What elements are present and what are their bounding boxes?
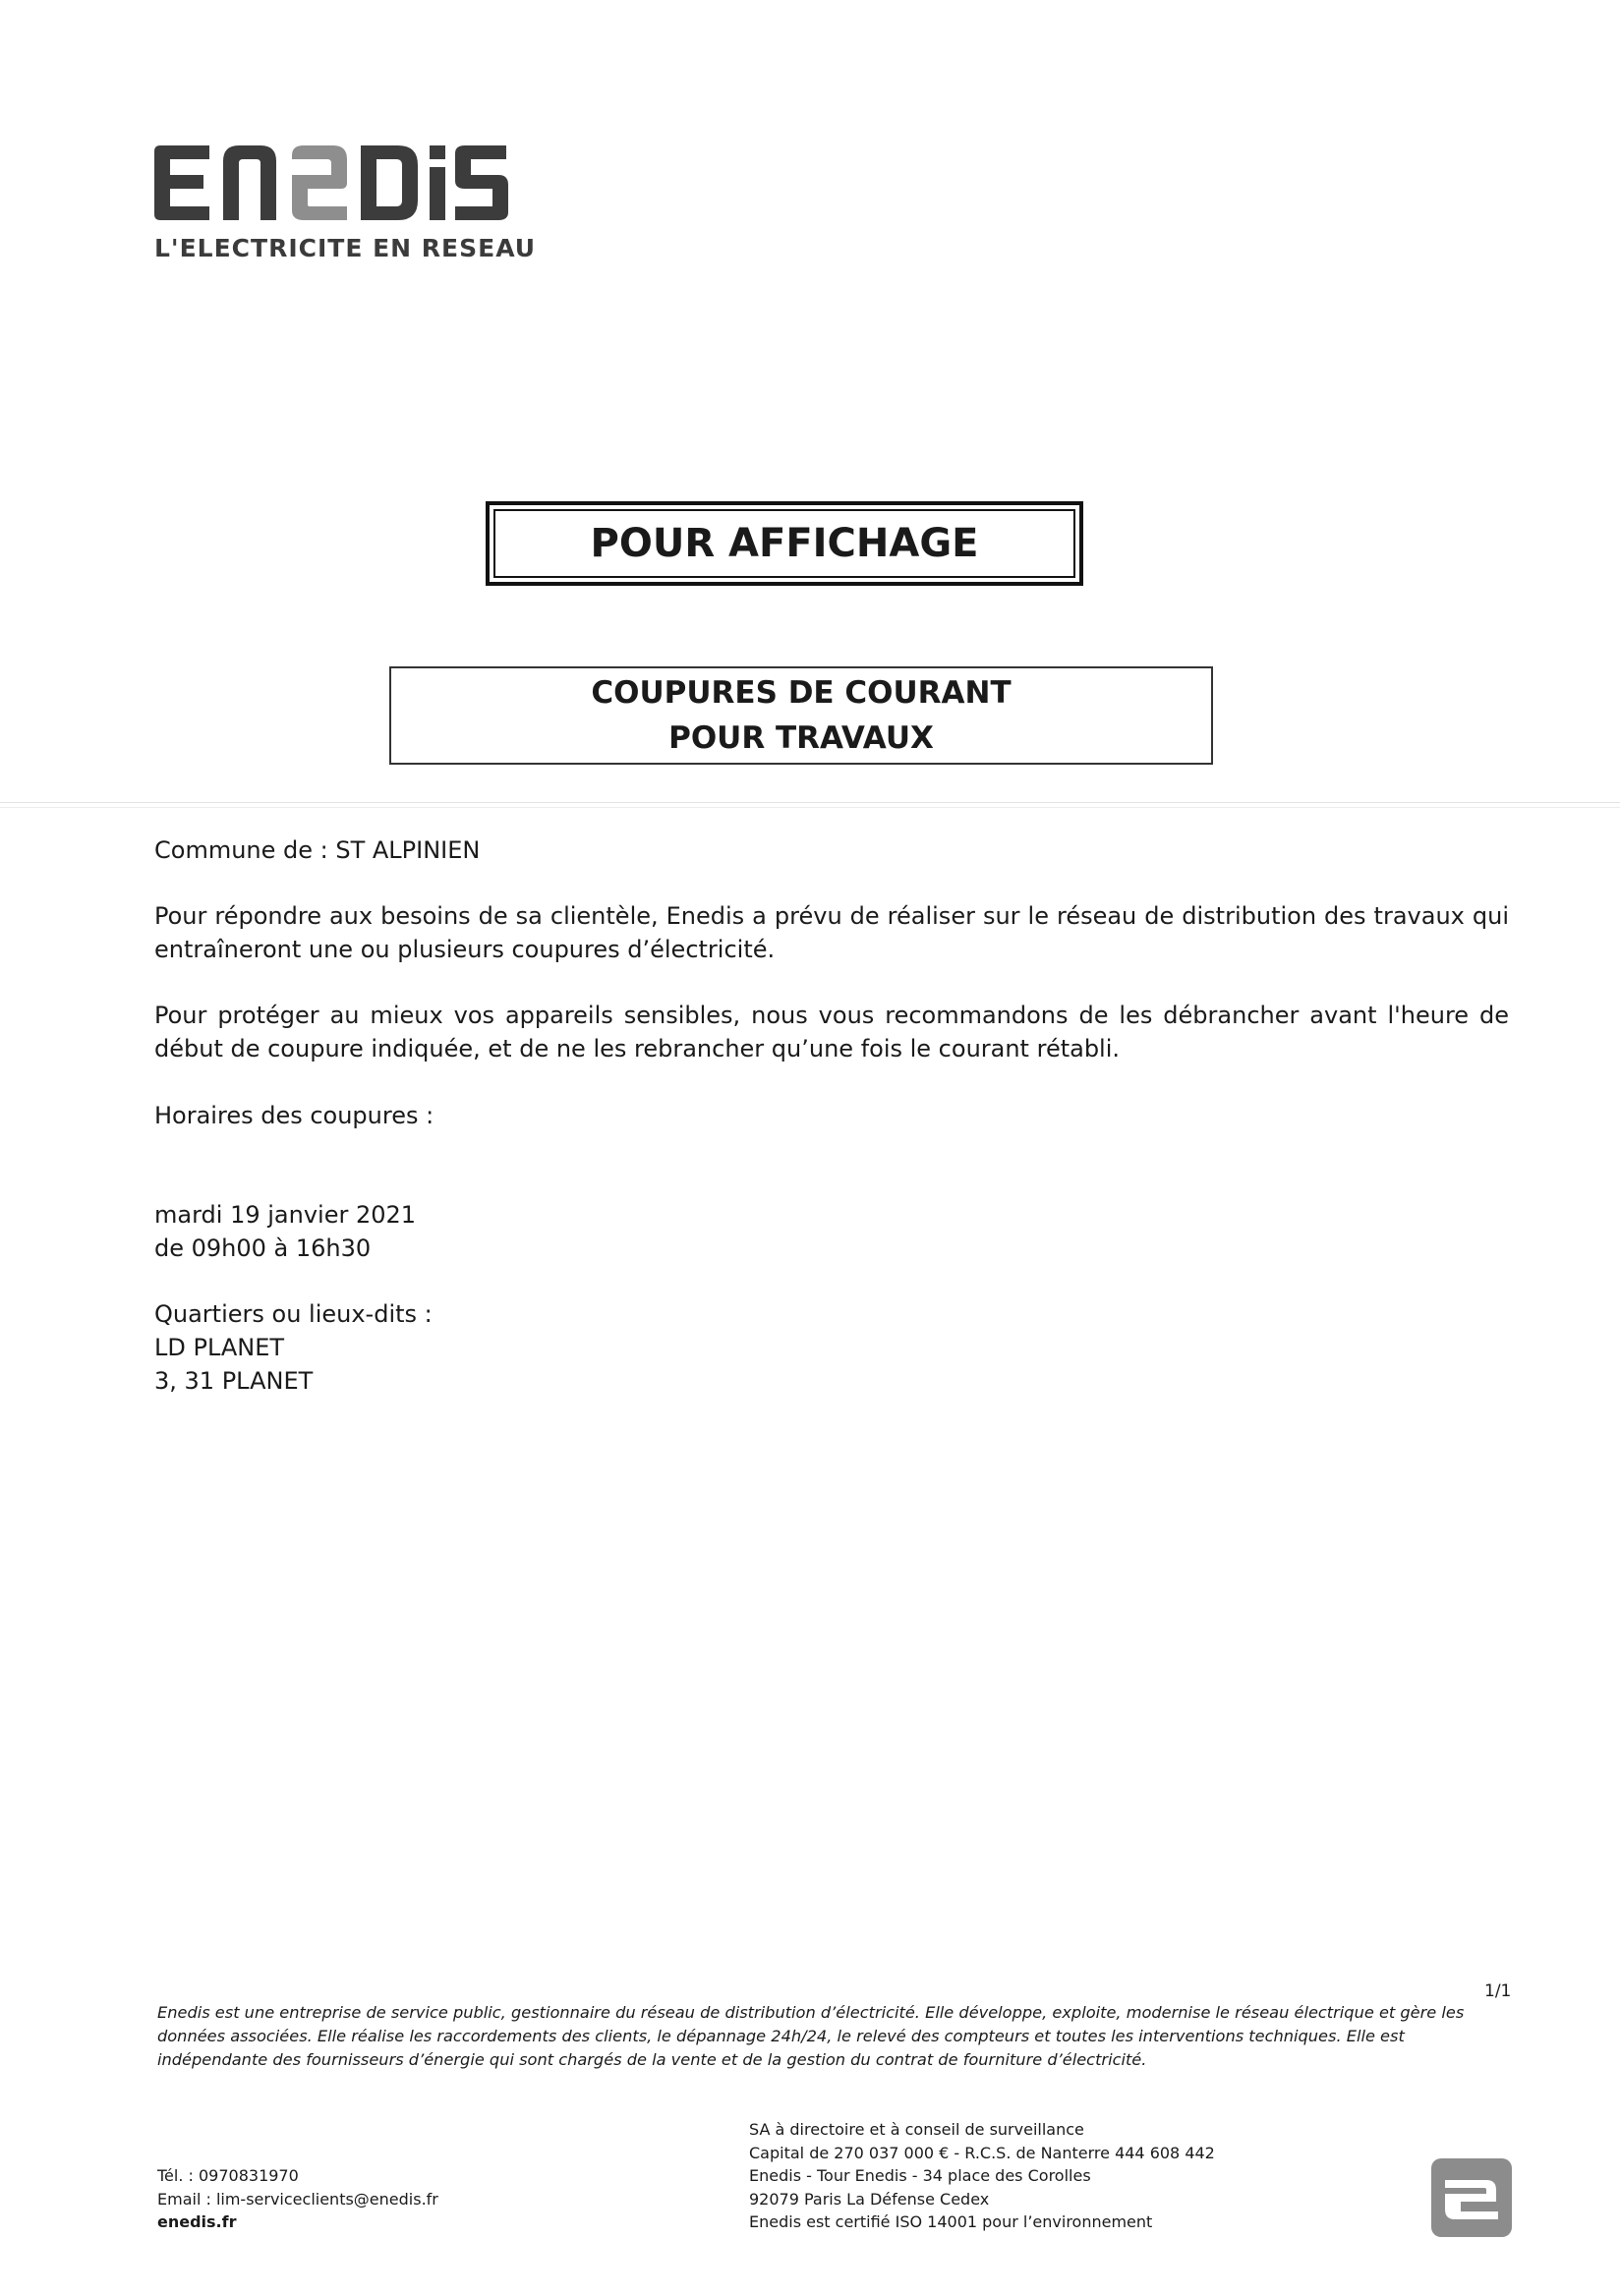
contact-info — [157, 2164, 438, 2234]
banner-title: POUR AFFICHAGE — [493, 509, 1075, 578]
legal-line-5: Enedis est certifié ISO 14001 pour l’environnement — [749, 2212, 1153, 2231]
notice-line-1: COUPURES DE COURANT — [591, 675, 1012, 711]
place-item-1: LD PLANET — [154, 1334, 285, 1361]
enedis-logo — [154, 145, 508, 226]
banner-box — [486, 501, 1083, 586]
legal-line-4: 92079 Paris La Défense Cedex — [749, 2189, 990, 2209]
legal-line-3: Enedis - Tour Enedis - 34 place des Corolles — [749, 2166, 1091, 2185]
commune-line: Commune de : ST ALPINIEN — [154, 836, 481, 864]
outage-date: mardi 19 janvier 2021 — [154, 1201, 417, 1229]
enedis-logo-icon — [154, 145, 508, 226]
place-item-2: 3, 31 PLANET — [154, 1367, 314, 1395]
website-link[interactable]: enedis.fr — [157, 2212, 237, 2231]
contact-email[interactable]: Email : lim-serviceclients@enedis.fr — [157, 2189, 438, 2209]
footer-disclaimer: Enedis est une entreprise de service public, gestionnaire du réseau de distribution d’électricité. Elle développe, exploite, modernise le réseau électrique et gère les données associées. Elle réalise les raccordements des clients, le dépannage 24h/24, le relevé des compteurs et toutes les interventions techniques. Elle est indépendante des fournisseurs d’énergie qui sont chargés de la vente et de la gestion du contrat de fourniture d’électricité. — [157, 2003, 1465, 2069]
enedis-e-icon — [1431, 2158, 1512, 2237]
outage-time: de 09h00 à 16h30 — [154, 1234, 372, 1262]
contact-phone: Tél. : 0970831970 — [157, 2166, 299, 2185]
separator-line — [0, 802, 1620, 808]
schedule-label: Horaires des coupures : — [154, 1102, 434, 1129]
page-number: 1/1 — [1484, 1981, 1512, 2001]
advice-paragraph: Pour protéger au mieux vos appareils sensibles, nous vous recommandons de les débrancher avant l'heure de début de coupure indiquée, et de ne les rebrancher qu’une fois le courant rétabli. — [154, 1002, 1509, 1062]
legal-line-1: SA à directoire et à conseil de surveillance — [749, 2120, 1084, 2139]
notice-line-2: POUR TRAVAUX — [668, 720, 934, 756]
places-label: Quartiers ou lieux-dits : — [154, 1300, 433, 1328]
logo-tagline: L'ELECTRICITE EN RESEAU — [154, 234, 537, 262]
legal-line-2: Capital de 270 037 000 € - R.C.S. de Nanterre 444 608 442 — [749, 2143, 1215, 2162]
legal-info — [749, 2118, 1215, 2234]
intro-paragraph: Pour répondre aux besoins de sa clientèle, Enedis a prévu de réaliser sur le réseau de distribution des travaux qui entraîneront une ou plusieurs coupures d’électricité. — [154, 902, 1509, 963]
notice-box — [389, 666, 1213, 765]
